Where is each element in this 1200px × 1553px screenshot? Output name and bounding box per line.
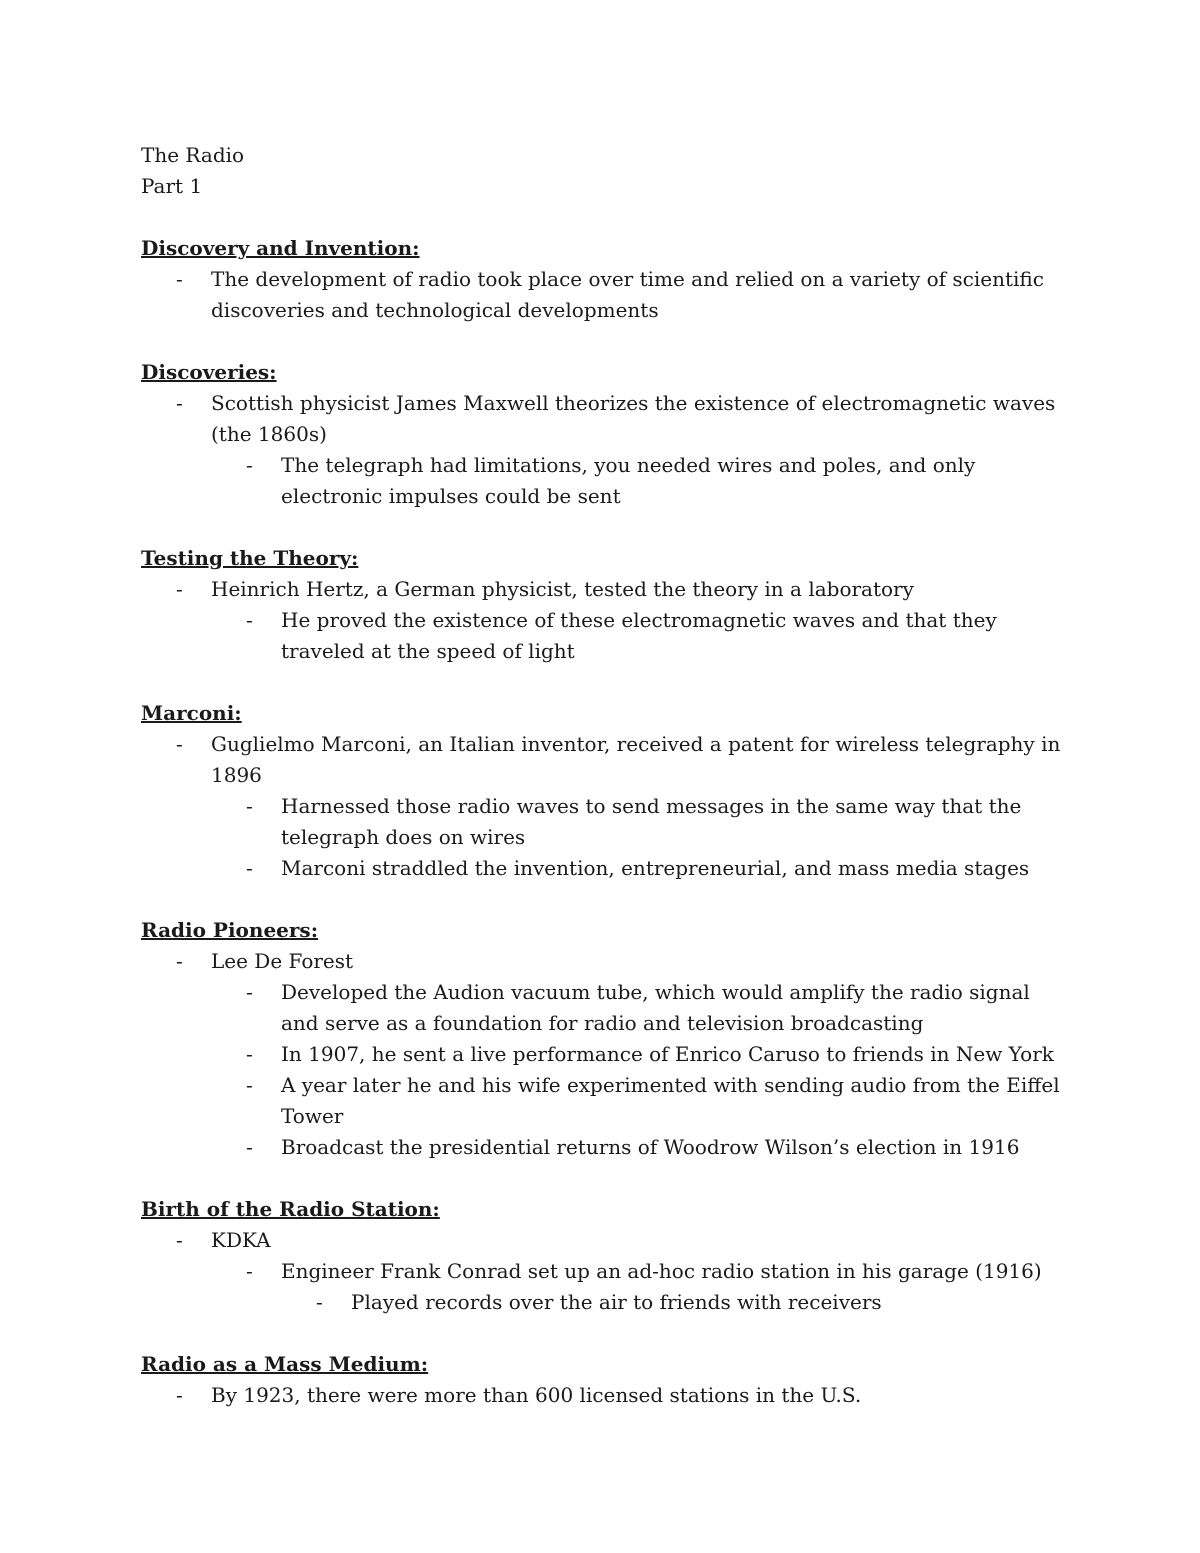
list-item	[141, 729, 1071, 884]
bullet-dash: -	[246, 1073, 253, 1097]
section-heading: Radio Pioneers:	[141, 918, 319, 942]
bullet-dash: -	[176, 577, 183, 601]
section-heading: Marconi:	[141, 701, 242, 725]
bullet-list-level-2	[141, 791, 1071, 884]
section	[141, 357, 1071, 512]
section-heading: Testing the Theory:	[141, 546, 359, 570]
list-item	[211, 853, 1071, 884]
section	[141, 1194, 1071, 1318]
list-item-text: The telegraph had limitations, you needed wires and poles, and only electronic impulses could be sent	[281, 453, 976, 508]
section	[141, 233, 1071, 326]
document-title: The Radio	[141, 143, 245, 167]
sections-container	[141, 233, 1071, 1411]
bullet-dash: -	[176, 1228, 183, 1252]
list-item	[141, 388, 1071, 512]
bullet-dash: -	[246, 794, 253, 818]
section	[141, 915, 1071, 1163]
bullet-list-level-1	[141, 264, 1071, 326]
list-item	[211, 1039, 1071, 1070]
bullet-list-level-1	[141, 574, 1071, 667]
list-item	[211, 450, 1071, 512]
list-item	[211, 1256, 1071, 1318]
list-item-text: Played records over the air to friends with receivers	[351, 1290, 882, 1314]
bullet-dash: -	[176, 1383, 183, 1407]
document-page	[141, 140, 1071, 1411]
list-item	[211, 1070, 1071, 1132]
section	[141, 543, 1071, 667]
list-item-text: A year later he and his wife experimented with sending audio from the Eiffel Tower	[281, 1073, 1060, 1128]
bullet-dash: -	[176, 267, 183, 291]
section-heading: Radio as a Mass Medium:	[141, 1352, 429, 1376]
list-item	[281, 1287, 1071, 1318]
section	[141, 698, 1071, 884]
list-item-text: Heinrich Hertz, a German physicist, tested the theory in a laboratory	[211, 577, 914, 601]
list-item-text: In 1907, he sent a live performance of Enrico Caruso to friends in New York	[281, 1042, 1054, 1066]
bullet-dash: -	[316, 1290, 323, 1314]
list-item-text: Broadcast the presidential returns of Woodrow Wilson’s election in 1916	[281, 1135, 1020, 1159]
bullet-list-level-2	[141, 450, 1071, 512]
bullet-dash: -	[176, 949, 183, 973]
bullet-list-level-1	[141, 1380, 1071, 1411]
list-item	[141, 1380, 1071, 1411]
list-item-text: Scottish physicist James Maxwell theorizes the existence of electromagnetic waves (the 1860s)	[211, 391, 1056, 446]
section-heading: Discovery and Invention:	[141, 236, 420, 260]
document-subtitle: Part 1	[141, 174, 203, 198]
bullet-list-level-1	[141, 946, 1071, 1163]
bullet-dash: -	[246, 453, 253, 477]
list-item	[211, 1132, 1071, 1163]
list-item-text: Harnessed those radio waves to send messages in the same way that the telegraph does on wires	[281, 794, 1022, 849]
list-item	[141, 574, 1071, 667]
bullet-list-level-2	[141, 1256, 1071, 1318]
list-item	[211, 605, 1071, 667]
list-item-text: The development of radio took place over time and relied on a variety of scientific discoveries and technological developments	[211, 267, 1044, 322]
bullet-list-level-1	[141, 1225, 1071, 1318]
bullet-dash: -	[246, 1259, 253, 1283]
list-item-text: Engineer Frank Conrad set up an ad-hoc radio station in his garage (1916)	[281, 1259, 1042, 1283]
bullet-dash: -	[246, 608, 253, 632]
section-heading: Birth of the Radio Station:	[141, 1197, 440, 1221]
list-item-text: By 1923, there were more than 600 licensed stations in the U.S.	[211, 1383, 862, 1407]
section-heading: Discoveries:	[141, 360, 277, 384]
list-item-text: Guglielmo Marconi, an Italian inventor, received a patent for wireless telegraphy in 1896	[211, 732, 1061, 787]
list-item-text: KDKA	[211, 1228, 271, 1252]
bullet-list-level-2	[141, 977, 1071, 1163]
bullet-dash: -	[246, 856, 253, 880]
list-item-text: Developed the Audion vacuum tube, which would amplify the radio signal and serve as a foundation for radio and television broadcasting	[281, 980, 1030, 1035]
list-item-text: Marconi straddled the invention, entrepreneurial, and mass media stages	[281, 856, 1030, 880]
list-item	[141, 1225, 1071, 1318]
list-item	[211, 791, 1071, 853]
bullet-dash: -	[176, 732, 183, 756]
list-item	[141, 946, 1071, 1163]
bullet-dash: -	[246, 1042, 253, 1066]
list-item-text: Lee De Forest	[211, 949, 354, 973]
list-item	[211, 977, 1071, 1039]
bullet-list-level-3	[211, 1287, 1071, 1318]
bullet-list-level-1	[141, 388, 1071, 512]
bullet-dash: -	[246, 1135, 253, 1159]
bullet-list-level-2	[141, 605, 1071, 667]
list-item	[141, 264, 1071, 326]
list-item-text: He proved the existence of these electromagnetic waves and that they traveled at the speed of light	[281, 608, 997, 663]
bullet-dash: -	[176, 391, 183, 415]
section	[141, 1349, 1071, 1411]
bullet-list-level-1	[141, 729, 1071, 884]
bullet-dash: -	[246, 980, 253, 1004]
